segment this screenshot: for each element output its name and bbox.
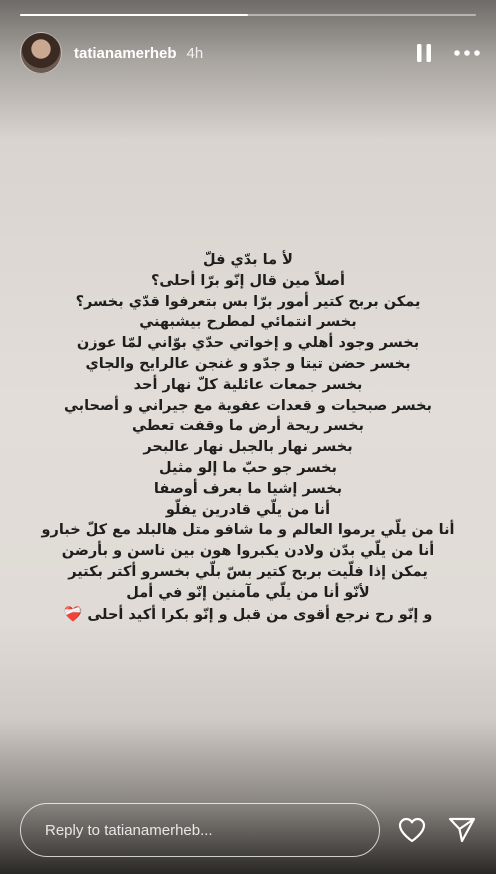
story-line-text: بخسر نهار بالجبل نهار عالبحر — [143, 439, 353, 456]
story-line-text: بخسر ريحة أرض ما وقفت تعطي — [132, 418, 364, 435]
story-line-text: و إنّو رح نرجع أقوى من قبل و إنّو بكرا أكيد أحلى — [87, 606, 433, 623]
story-line-text: بخسر صبحيات و قعدات عفوية مع جيراني و أصحابي — [63, 397, 432, 414]
story-line — [30, 541, 466, 562]
username[interactable]: tatianamerheb — [74, 44, 177, 62]
story-line — [30, 271, 466, 292]
send-icon — [448, 817, 476, 843]
story-line-text: بخسر إشيا ما بعرف أوصفا — [153, 480, 343, 497]
story-progress-fill — [20, 14, 248, 16]
story-header — [20, 32, 480, 74]
pause-icon — [416, 43, 432, 63]
story-progress-bar — [20, 14, 476, 16]
story-line — [30, 479, 466, 500]
header-actions — [416, 43, 480, 63]
story-line-text: بخسر جمعات عائلية كلّ نهار أحد — [133, 376, 363, 393]
story-line-text: بخسر جو حبّ ما إلو مثيل — [159, 459, 337, 476]
story-line-text: أنا من يلّي قادرين يفلّو — [165, 501, 331, 518]
share-button[interactable] — [448, 817, 476, 843]
footer-actions — [398, 817, 476, 843]
reply-input[interactable] — [20, 803, 380, 857]
story-line — [30, 333, 466, 354]
story-line — [30, 520, 466, 541]
story-line-text: أنا من يلّي يرموا العالم و ما شافو متل هالبلد مع كلّ خبارو — [41, 522, 455, 539]
story-line — [30, 437, 466, 458]
story-line — [30, 562, 466, 583]
story-line — [30, 458, 466, 479]
story-line-text: يمكن إذا فلّيت بربح كتير بسّ بلّي بخسرو أكتر بكتير — [68, 563, 428, 580]
more-options-button[interactable] — [454, 49, 480, 57]
story-line-text: أصلاً مين قال إنّو برّا أحلى؟ — [150, 272, 346, 289]
story-line — [30, 312, 466, 333]
story-line — [30, 583, 466, 604]
avatar[interactable] — [20, 32, 62, 74]
story-footer — [20, 802, 476, 858]
story-line-text: يمكن بربح كتير أمور برّا بس بتعرفوا قدّي بخسر؟ — [75, 293, 421, 310]
story-line — [30, 396, 466, 417]
story-line-text: لأنّو أنا من يلّي مآمنين إنّو في أمل — [126, 584, 370, 601]
mending-heart-icon: ❤️‍🩹 — [63, 604, 83, 623]
more-icon — [454, 49, 480, 57]
story-line-text: لأ ما بدّي فلّ — [203, 252, 293, 268]
like-button[interactable] — [398, 817, 426, 843]
story-line-text: بخسر وجود أهلي و إخواتي حدّي بوّاني لمّا عوزن — [76, 335, 420, 352]
pause-button[interactable] — [416, 43, 432, 63]
story-line-text: بخسر حضن تيتا و جدّو و غنجن عالرايح والجاي — [85, 355, 411, 372]
story-line-text: بخسر انتمائي لمطرح بيشبهني — [139, 314, 357, 331]
story-line — [30, 354, 466, 375]
heart-icon — [398, 817, 426, 843]
story-text — [30, 250, 466, 625]
story-line — [30, 375, 466, 396]
story-line-text: أنا من يلّي بدّن ولادن يكبروا هون بين ناسن و بأرضن — [61, 543, 435, 560]
story-line — [30, 292, 466, 313]
story-line — [30, 250, 466, 271]
story-line — [30, 604, 466, 626]
story-line — [30, 416, 466, 437]
story-line — [30, 500, 466, 521]
post-time: 4h — [186, 44, 204, 62]
